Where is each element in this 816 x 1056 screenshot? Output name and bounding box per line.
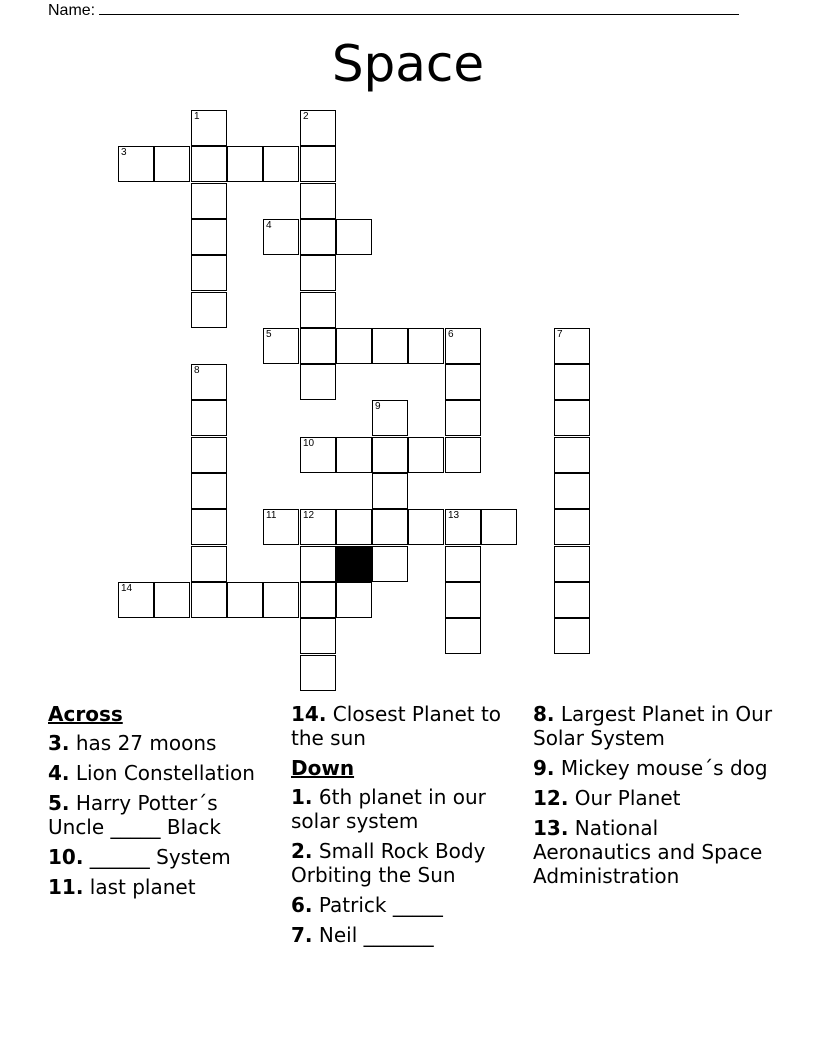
grid-cell[interactable] [372, 328, 408, 364]
clue-number: 5. [48, 791, 70, 815]
clue-text: Neil _______ [318, 923, 434, 947]
grid-cell[interactable] [336, 509, 372, 545]
grid-cell[interactable] [336, 219, 372, 255]
page-title: Space [331, 35, 485, 93]
grid-cell[interactable] [191, 255, 227, 291]
cell-number: 10 [303, 438, 315, 449]
grid-cell[interactable] [191, 509, 227, 545]
clue-text: Our Planet [574, 786, 681, 810]
cell-number: 5 [266, 329, 272, 340]
cell-number: 14 [121, 583, 133, 594]
clue-text: Lion Constellation [75, 761, 255, 785]
grid-cell[interactable] [336, 437, 372, 473]
clue-number: 10. [48, 845, 84, 869]
clue-text: Largest Planet in Our Solar System [533, 702, 773, 750]
cell-number: 12 [303, 510, 315, 521]
grid-cell[interactable] [336, 582, 372, 618]
clue-number: 13. [533, 816, 569, 840]
grid-cell[interactable] [336, 328, 372, 364]
clue-across-10 [48, 845, 278, 869]
clue-number: 14. [291, 702, 327, 726]
clue-text: has 27 moons [75, 731, 217, 755]
grid-cell[interactable] [191, 219, 227, 255]
grid-cell[interactable] [372, 509, 408, 545]
down-heading: Down [291, 756, 355, 780]
clue-column-3 [533, 702, 773, 894]
clue-number: 12. [533, 786, 569, 810]
clue-text: ______ System [89, 845, 231, 869]
clue-down-13 [533, 816, 773, 888]
grid-cell[interactable] [554, 582, 590, 618]
clue-number: 3. [48, 731, 70, 755]
grid-cell[interactable] [445, 437, 481, 473]
cell-number: 13 [448, 510, 460, 521]
grid-cell[interactable] [263, 509, 299, 545]
grid-cell[interactable] [263, 146, 299, 182]
grid-cell[interactable] [191, 146, 227, 182]
clue-across-11 [48, 875, 278, 899]
clue-text: Harry Potter´s Uncle _____ Black [48, 791, 221, 839]
clue-down-9 [533, 756, 773, 780]
clue-text: National Aeronautics and Space Administration [533, 816, 763, 888]
grid-cell[interactable] [554, 364, 590, 400]
grid-cell[interactable] [263, 219, 299, 255]
clue-down-6 [291, 893, 521, 917]
grid-cell[interactable] [372, 546, 408, 582]
clue-across-14 [291, 702, 521, 750]
grid-cell[interactable] [191, 473, 227, 509]
cell-number: 7 [557, 329, 563, 340]
grid-cell[interactable] [300, 546, 336, 582]
across-heading: Across [48, 702, 123, 726]
grid-cell[interactable] [445, 618, 481, 654]
grid-cell[interactable] [191, 183, 227, 219]
clue-column-1 [48, 702, 278, 905]
clue-down-12 [533, 786, 773, 810]
grid-cell[interactable] [445, 509, 481, 545]
grid-cell[interactable] [300, 437, 336, 473]
clue-text: Mickey mouse´s dog [560, 756, 768, 780]
grid-cell[interactable] [300, 110, 336, 146]
clue-down-7 [291, 923, 521, 947]
cell-number: 1 [194, 111, 200, 122]
grid-cell[interactable] [372, 400, 408, 436]
grid-cell[interactable] [191, 437, 227, 473]
clue-text: Patrick _____ [318, 893, 443, 917]
grid-cell[interactable] [554, 437, 590, 473]
clue-number: 11. [48, 875, 84, 899]
grid-cell[interactable] [118, 582, 154, 618]
grid-cell[interactable] [554, 618, 590, 654]
grid-cell[interactable] [191, 110, 227, 146]
clue-number: 9. [533, 756, 555, 780]
grid-cell[interactable] [300, 183, 336, 219]
cell-number: 6 [448, 329, 454, 340]
name-label: Name: [48, 2, 96, 19]
grid-cell[interactable] [227, 582, 263, 618]
grid-cell[interactable] [300, 655, 336, 691]
grid-cell[interactable] [191, 546, 227, 582]
grid-cell[interactable] [154, 146, 190, 182]
cell-number: 3 [121, 147, 127, 158]
grid-cell[interactable] [227, 146, 263, 182]
clue-number: 4. [48, 761, 70, 785]
clue-number: 7. [291, 923, 313, 947]
cell-number: 8 [194, 365, 200, 376]
grid-cell[interactable] [372, 473, 408, 509]
grid-cell[interactable] [191, 364, 227, 400]
clue-across-3 [48, 731, 278, 755]
clue-across-5 [48, 791, 278, 839]
grid-cell[interactable] [300, 328, 336, 364]
grid-cell[interactable] [554, 546, 590, 582]
grid-cell[interactable] [300, 618, 336, 654]
clue-down-1 [291, 785, 521, 833]
clue-number: 6. [291, 893, 313, 917]
grid-cell[interactable] [408, 328, 444, 364]
grid-cell[interactable] [445, 582, 481, 618]
grid-cell[interactable] [263, 328, 299, 364]
grid-cell[interactable] [300, 582, 336, 618]
grid-cell[interactable] [445, 364, 481, 400]
clue-number: 8. [533, 702, 555, 726]
clue-text: Small Rock Body Orbiting the Sun [291, 839, 486, 887]
cell-number: 2 [303, 111, 309, 122]
grid-cell[interactable] [263, 582, 299, 618]
grid-cell[interactable] [191, 582, 227, 618]
grid-cell[interactable] [554, 509, 590, 545]
grid-cell[interactable] [445, 546, 481, 582]
clue-number: 1. [291, 785, 313, 809]
grid-cell[interactable] [408, 437, 444, 473]
grid-cell[interactable] [481, 509, 517, 545]
clue-column-2 [291, 702, 521, 953]
grid-cell[interactable] [300, 219, 336, 255]
grid-cell[interactable] [191, 400, 227, 436]
clue-text: 6th planet in our solar system [291, 785, 486, 833]
grid-cell[interactable] [372, 437, 408, 473]
cell-number: 9 [375, 401, 381, 412]
clue-down-8 [533, 702, 773, 750]
grid-cell[interactable] [118, 146, 154, 182]
grid-cell[interactable] [554, 473, 590, 509]
grid-cell[interactable] [554, 400, 590, 436]
clue-number: 2. [291, 839, 313, 863]
grid-cell[interactable] [445, 328, 481, 364]
cell-number: 4 [266, 220, 272, 231]
cell-number: 11 [266, 510, 277, 521]
black-square [336, 546, 372, 582]
grid-cell[interactable] [408, 509, 444, 545]
grid-cell[interactable] [300, 509, 336, 545]
grid-cell[interactable] [191, 292, 227, 328]
grid-cell[interactable] [445, 400, 481, 436]
clue-down-2 [291, 839, 521, 887]
grid-cell[interactable] [154, 582, 190, 618]
grid-cell[interactable] [554, 328, 590, 364]
grid-cell[interactable] [300, 364, 336, 400]
grid-cell[interactable] [300, 146, 336, 182]
clue-text: Closest Planet to the sun [291, 702, 502, 750]
clue-text: last planet [89, 875, 196, 899]
grid-cell[interactable] [300, 255, 336, 291]
clue-across-4 [48, 761, 278, 785]
grid-cell[interactable] [300, 292, 336, 328]
